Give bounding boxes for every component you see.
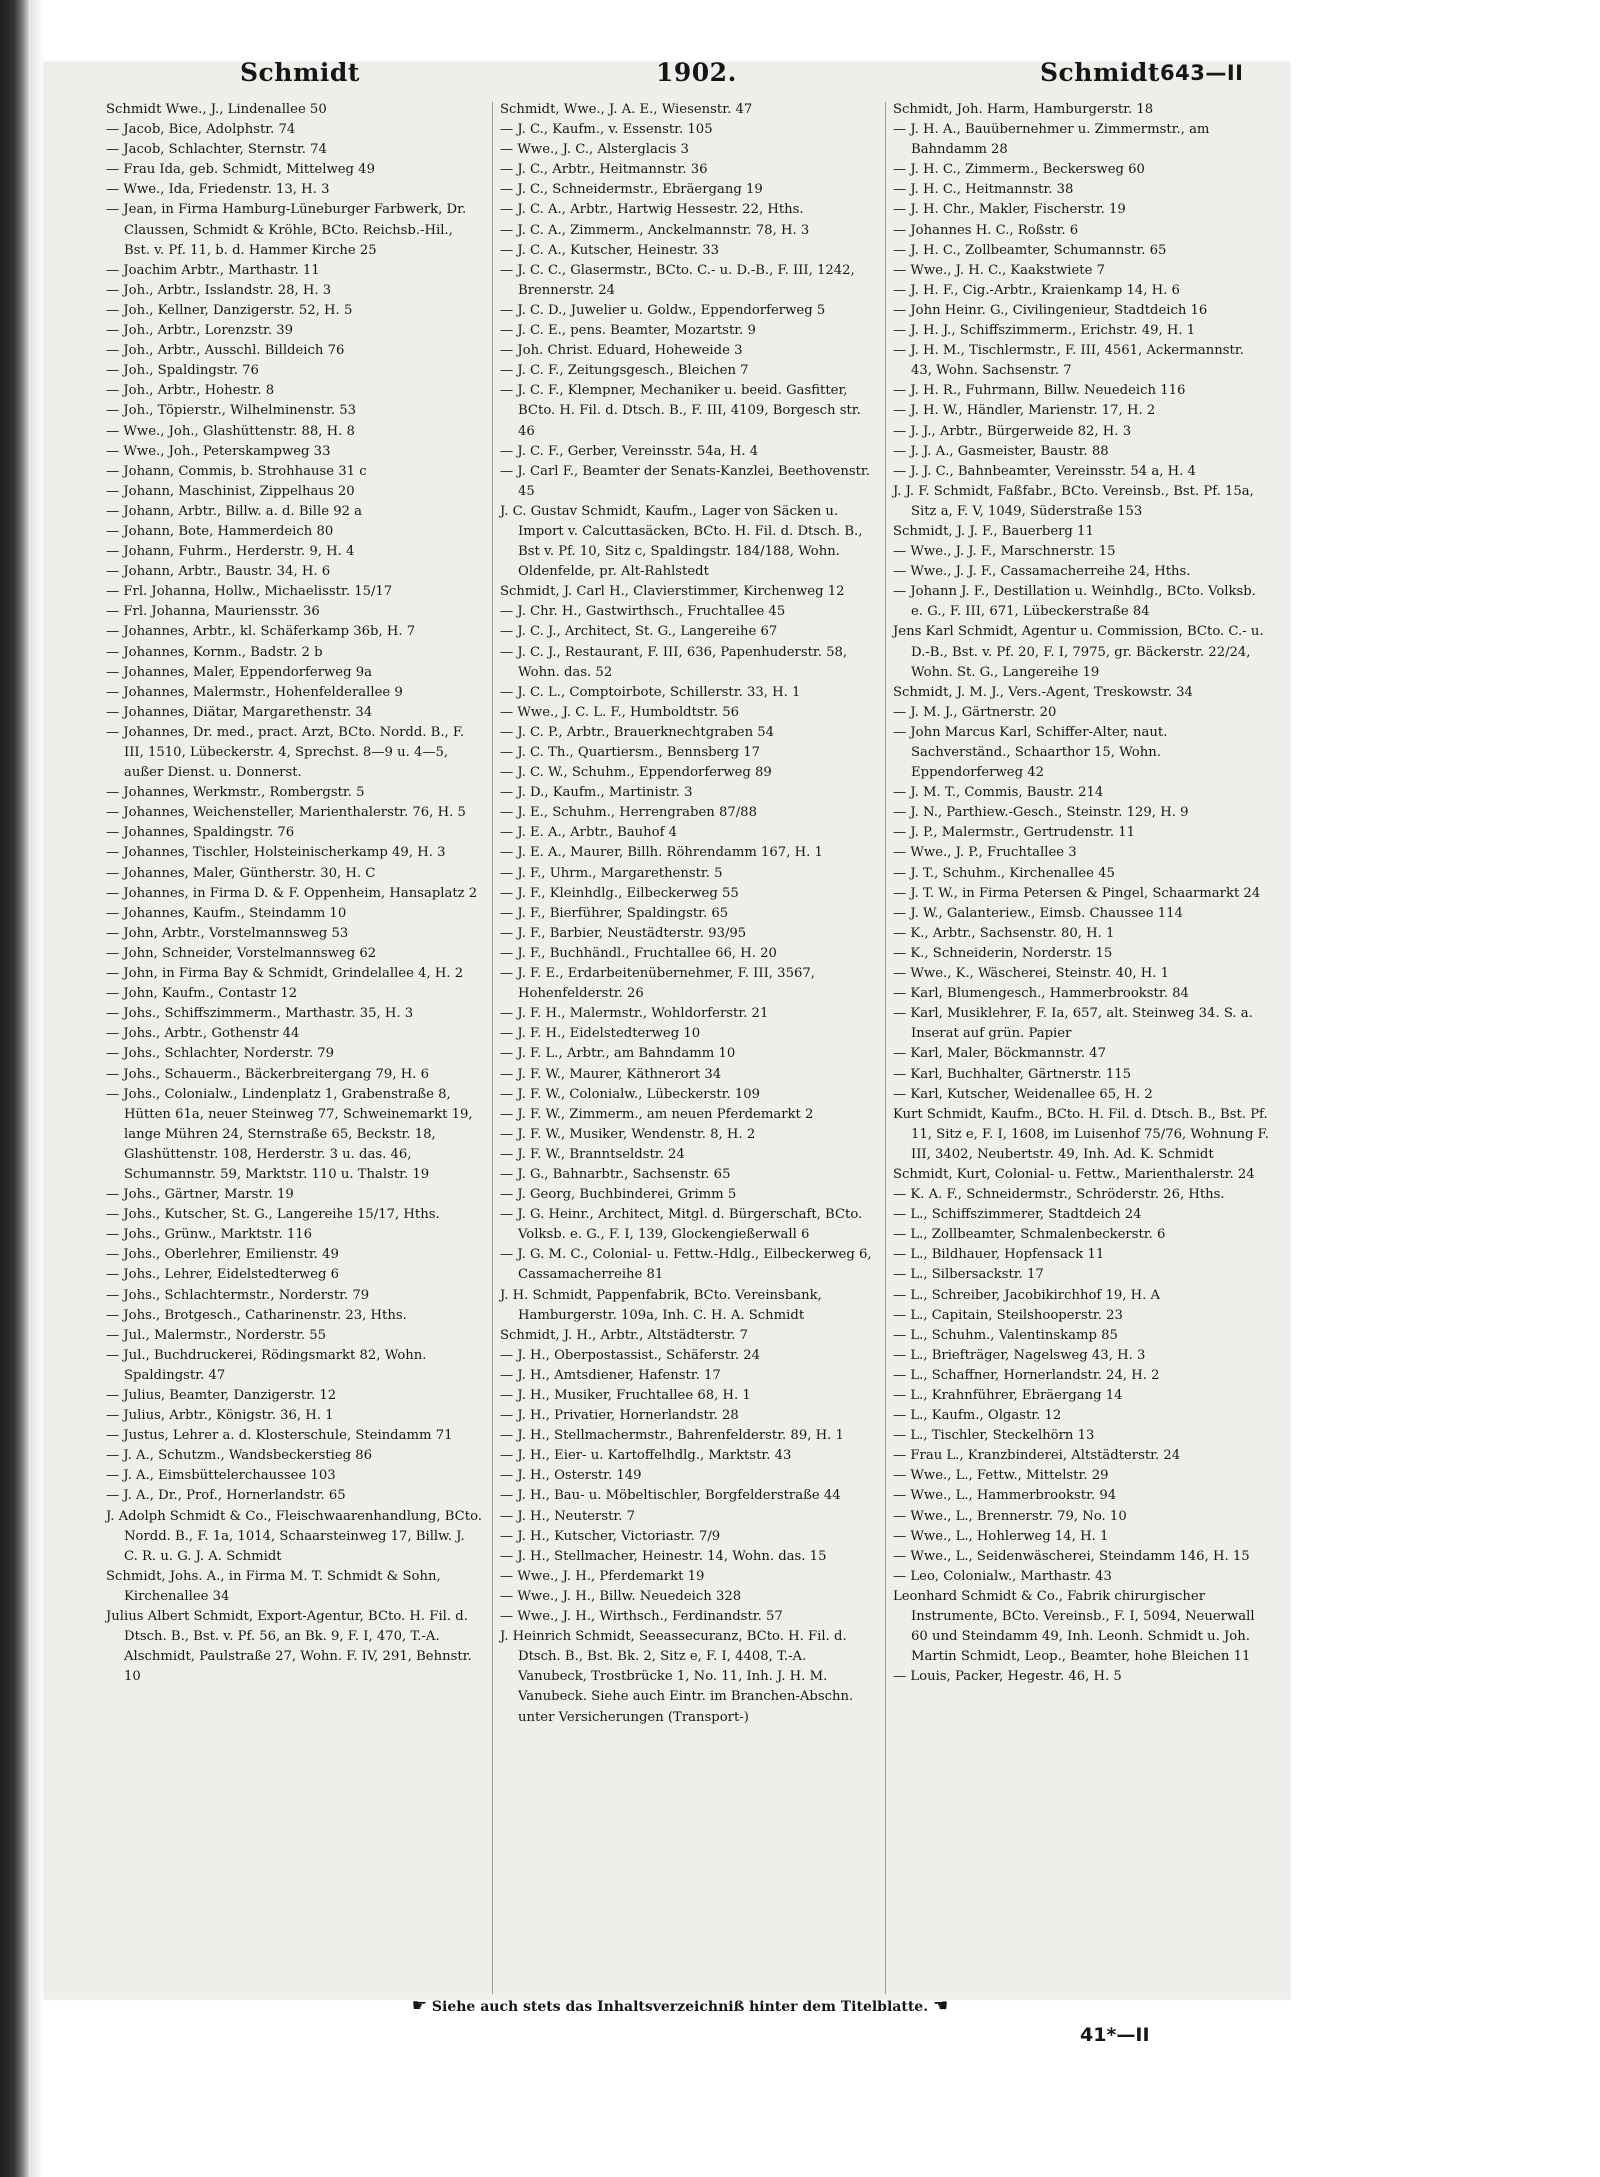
directory-entry: — J. M. J., Gärtnerstr. 20 xyxy=(893,704,1057,720)
directory-entry: — Johann, Arbtr., Billw. a. d. Bille 92 a xyxy=(106,503,363,519)
directory-entry: — J. F. W., Colonialw., Lübeckerstr. 109 xyxy=(500,1086,761,1102)
directory-column-1 xyxy=(106,100,482,1687)
directory-entry: — Johannes, Tischler, Holsteinischerkamp 49, H. 3 xyxy=(106,845,446,861)
directory-entry: — Johannes, Maler, Güntherstr. 30, H. C xyxy=(106,865,376,881)
directory-entry: — J. G. M. C., Colonial- u. Fettw.-Hdlg., Eilbeckerweg 6, Cassamacherreihe 81 xyxy=(500,1247,872,1283)
directory-entry: — Johann, Fuhrm., Herderstr. 9, H. 4 xyxy=(106,544,355,560)
directory-entry: — Johann, Maschinist, Zippelhaus 20 xyxy=(106,483,355,499)
directory-entry: — J. M. T., Commis, Baustr. 214 xyxy=(893,785,1104,801)
directory-entry: — J. G., Bahnarbtr., Sachsenstr. 65 xyxy=(500,1166,731,1182)
directory-entry: — J. H. C., Zimmerm., Beckersweg 60 xyxy=(893,162,1145,178)
directory-entry: — Wwe., J. H. C., Kaakstwiete 7 xyxy=(893,262,1105,278)
directory-entry: — Johannes, Weichensteller, Marienthalerstr. 76, H. 5 xyxy=(106,805,466,821)
directory-entry: — Johs., Schiffszimmerm., Marthastr. 35, H. 3 xyxy=(106,1006,414,1022)
directory-entry: — Johannes, Malermstr., Hohenfelderallee 9 xyxy=(106,684,403,700)
directory-entry: — Jacob, Bice, Adolphstr. 74 xyxy=(106,122,296,138)
directory-entry: — J. C. D., Juwelier u. Goldw., Eppendorferweg 5 xyxy=(500,302,826,318)
directory-entry: — Johs., Schlachtermstr., Norderstr. 79 xyxy=(106,1287,370,1303)
directory-entry: — J. C. A., Arbtr., Hartwig Hessestr. 22, Hths. xyxy=(500,202,804,218)
directory-entry: — Wwe., J. C. L. F., Humboldtstr. 56 xyxy=(500,704,739,720)
directory-entry: — Wwe., Joh., Glashüttenstr. 88, H. 8 xyxy=(106,423,355,439)
directory-entry: — J. N., Parthiew.-Gesch., Steinstr. 129, H. 9 xyxy=(893,805,1189,821)
directory-entry: — J. C., Schneidermstr., Ebräergang 19 xyxy=(500,182,763,198)
directory-entry: — L., Krahnführer, Ebräergang 14 xyxy=(893,1388,1123,1403)
directory-entry: Schmidt, Wwe., J. A. E., Wiesenstr. 47 xyxy=(500,102,753,117)
directory-entry: Leonhard Schmidt & Co., Fabrik chirurgischer Instrumente, BCto. Vereinsb., F. I, 5094, Neuerwall 60 und Steindamm 49, Inh. Leonh. Schmidt u. Joh. Martin Schmidt, Leop., Beamter, hohe Bleichen 11 xyxy=(893,1588,1255,1665)
directory-entry: — Joh., Arbtr., Lorenzstr. 39 xyxy=(106,323,294,339)
directory-entry: Schmidt, J. M. J., Vers.-Agent, Treskowstr. 34 xyxy=(893,684,1193,700)
directory-entry: — L., Kaufm., Olgastr. 12 xyxy=(893,1408,1062,1424)
directory-entry: — J. C. A., Zimmerm., Anckelmannstr. 78, H. 3 xyxy=(500,222,810,238)
header-surname-left: Schmidt xyxy=(240,58,360,87)
directory-entry: — J. H., Amtsdiener, Hafenstr. 17 xyxy=(500,1367,721,1383)
directory-entry: — J. C. J., Restaurant, F. III, 636, Papenhuderstr. 58, Wohn. das. 52 xyxy=(500,644,848,680)
directory-entry: — Karl, Kutscher, Weidenallee 65, H. 2 xyxy=(893,1086,1153,1102)
directory-entry: — John, Arbtr., Vorstelmannsweg 53 xyxy=(106,925,349,941)
directory-entry: — J. A., Schutzm., Wandsbeckerstieg 86 xyxy=(106,1448,373,1464)
directory-entry: — J. C. W., Schuhm., Eppendorferweg 89 xyxy=(500,765,772,781)
directory-entry: Jens Karl Schmidt, Agentur u. Commission, BCto. C.- u. D.-B., Bst. v. Pf. 20, F. I, 7975, gr. Bäckerstr. 22/24, Wohn. St. G., Langereihe 19 xyxy=(893,624,1264,680)
directory-entry: — L., Silbersackstr. 17 xyxy=(893,1267,1044,1283)
directory-entry: — Johann, Bote, Hammerdeich 80 xyxy=(106,523,334,539)
directory-entry: — Frl. Johanna, Mauriensstr. 36 xyxy=(106,604,320,620)
directory-entry: — J. F., Bierführer, Spaldingstr. 65 xyxy=(500,905,729,921)
directory-entry: — Wwe., L., Brennerstr. 79, No. 10 xyxy=(893,1508,1127,1524)
directory-entry: — Joh., Arbtr., Isslandstr. 28, H. 3 xyxy=(106,282,332,298)
directory-entry: — Johannes, Dr. med., pract. Arzt, BCto. Nordd. B., F. III, 1510, Lübeckerstr. 4, Sprechst. 8—9 u. 4—5, außer Dienst. u. Donnerst. xyxy=(106,724,465,781)
directory-entry: — Johann J. F., Destillation u. Weinhdlg., BCto. Volksb. e. G., F. III, 671, Lübeckerstraße 84 xyxy=(893,584,1256,620)
directory-entry: — L., Schiffszimmerer, Stadtdeich 24 xyxy=(893,1207,1142,1223)
directory-entry: — L., Capitain, Steilshooperstr. 23 xyxy=(893,1307,1123,1323)
directory-entry: — J. J., Arbtr., Bürgerweide 82, H. 3 xyxy=(893,423,1132,439)
directory-entry: J. Heinrich Schmidt, Seeassecuranz, BCto. H. Fil. d. Dtsch. B., Bst. Bk. 2, Sitz e, F. I, 4408, T.-A. Vanubeck, Trostbrücke 1, No. 11, Inh. J. H. M. Vanubeck. Siehe auch Eintr. im Branchen-Abschn. unter Versicherungen (Transport-) xyxy=(500,1629,854,1725)
directory-entry: — Karl, Maler, Böckmannstr. 47 xyxy=(893,1046,1107,1062)
directory-entry: — J. F. W., Branntseldstr. 24 xyxy=(500,1146,685,1162)
directory-entry: — Johannes H. C., Roßstr. 6 xyxy=(893,222,1079,238)
directory-entry: — L., Schuhm., Valentinskamp 85 xyxy=(893,1327,1118,1343)
directory-entry: — J. H., Stellmacher, Heinestr. 14, Wohn. das. 15 xyxy=(500,1548,827,1564)
book-binding xyxy=(0,0,30,2177)
directory-entry: — Joh., Arbtr., Ausschl. Billdeich 76 xyxy=(106,343,345,359)
directory-entry: — J. C. F., Klempner, Mechaniker u. beeid. Gasfitter, BCto. H. Fil. d. Dtsch. B., F. III, 4109, Borgesch str. 46 xyxy=(500,383,861,439)
directory-entry: — Johannes, Arbtr., kl. Schäferkamp 36b, H. 7 xyxy=(106,624,416,640)
directory-entry: — Louis, Packer, Hegestr. 46, H. 5 xyxy=(893,1669,1122,1685)
pointing-hand-right-icon: ☛ xyxy=(411,1996,428,2016)
directory-entry: — Wwe., J. J. F., Cassamacherreihe 24, Hths. xyxy=(893,564,1191,580)
directory-entry: — J. C. L., Comptoirbote, Schillerstr. 33, H. 1 xyxy=(500,684,801,700)
directory-entry: — Johannes, Werkmstr., Rombergstr. 5 xyxy=(106,785,365,801)
directory-entry: — J. C., Kaufm., v. Essenstr. 105 xyxy=(500,122,713,138)
directory-entry: — Johs., Kutscher, St. G., Langereihe 15/17, Hths. xyxy=(106,1207,440,1223)
directory-entry: — J. C. F., Zeitungsgesch., Bleichen 7 xyxy=(500,363,749,379)
directory-entry: — J. C. C., Glasermstr., BCto. C.- u. D.-B., F. III, 1242, Brennerstr. 24 xyxy=(500,262,855,298)
directory-entry: — J. C. Th., Quartiersm., Bennsberg 17 xyxy=(500,745,761,760)
footer-text: Siehe auch stets das Inhaltsverzeichniß hinter dem Titelblatte. xyxy=(431,1999,929,2015)
directory-entry: — Leo, Colonialw., Marthastr. 43 xyxy=(893,1568,1112,1584)
directory-entry: — L., Briefträger, Nagelsweg 43, H. 3 xyxy=(893,1347,1146,1363)
directory-entry: — J. C. E., pens. Beamter, Mozartstr. 9 xyxy=(500,323,756,339)
directory-entry: — Johann, Arbtr., Baustr. 34, H. 6 xyxy=(106,564,331,580)
directory-entry: — Johannes, in Firma D. & F. Oppenheim, Hansaplatz 2 xyxy=(106,885,478,901)
directory-entry: Julius Albert Schmidt, Export-Agentur, BCto. H. Fil. d. Dtsch. B., Bst. v. Pf. 56, an Bk. 9, F. I, 470, T.-A. Alschmidt, Paulstraße 27, Wohn. F. IV, 291, Behnstr. 10 xyxy=(106,1609,472,1685)
directory-entry: — J. H., Musiker, Fruchtallee 68, H. 1 xyxy=(500,1388,751,1403)
directory-entry: — K., Schneiderin, Norderstr. 15 xyxy=(893,945,1113,961)
directory-entry: — Jean, in Firma Hamburg-Lüneburger Farbwerk, Dr. Claussen, Schmidt & Kröhle, BCto. Reichsb.-Hil., Bst. v. Pf. 11, b. d. Hammer Kirche 25 xyxy=(106,202,467,258)
directory-entry: — J. F. W., Maurer, Käthnerort 34 xyxy=(500,1066,722,1082)
directory-entry: — Johannes, Maler, Eppendorferweg 9a xyxy=(106,664,372,680)
directory-entry: — J. H. J., Schiffszimmerm., Erichstr. 49, H. 1 xyxy=(893,323,1196,339)
directory-entry: — L., Schreiber, Jacobikirchhof 19, H. A xyxy=(893,1287,1161,1303)
directory-entry: — J. F., Buchhändl., Fruchtallee 66, H. 20 xyxy=(500,945,777,961)
directory-entry: — Karl, Buchhalter, Gärtnerstr. 115 xyxy=(893,1066,1132,1082)
directory-entry: J. H. Schmidt, Pappenfabrik, BCto. Vereinsbank, Hamburgerstr. 109a, Inh. C. H. A. Schmidt xyxy=(500,1287,822,1323)
directory-entry: — J. H. F., Cig.-Arbtr., Kraienkamp 14, H. 6 xyxy=(893,282,1180,298)
directory-entry: — Wwe., Ida, Friedenstr. 13, H. 3 xyxy=(106,182,330,198)
directory-entry: — J. F., Uhrm., Margarethenstr. 5 xyxy=(500,865,723,881)
directory-entry: — J. H., Privatier, Hornerlandstr. 28 xyxy=(500,1408,739,1424)
directory-entry: — J. C. P., Arbtr., Brauerknechtgraben 54 xyxy=(500,724,775,740)
directory-entry: — J. H., Osterstr. 149 xyxy=(500,1468,642,1484)
directory-entry: — Johs., Brotgesch., Catharinenstr. 23, Hths. xyxy=(106,1307,407,1323)
directory-entry: — Johs., Gärtner, Marstr. 19 xyxy=(106,1187,294,1203)
directory-entry: — J. C. J., Architect, St. G., Langereihe 67 xyxy=(500,624,778,640)
directory-entry: — Wwe., K., Wäscherei, Steinstr. 40, H. 1 xyxy=(893,966,1170,982)
directory-entry: — L., Schaffner, Hornerlandstr. 24, H. 2 xyxy=(893,1367,1160,1383)
directory-entry: Kurt Schmidt, Kaufm., BCto. H. Fil. d. Dtsch. B., Bst. Pf. 11, Sitz e, F. I, 1608, im Luisenhof 75/76, Wohnung F. III, 3402, Neubertstr. 49, Inh. Ad. K. Schmidt xyxy=(893,1106,1269,1162)
directory-entry: J. C. Gustav Schmidt, Kaufm., Lager von Säcken u. Import v. Calcuttasäcken, BCto. H. Fil. d. Dtsch. B., Bst v. Pf. 10, Sitz c, Spaldingstr. 184/188, Wohn. Oldenfelde, pr. Alt-Rahlstedt xyxy=(500,503,863,580)
header-surname-right: Schmidt xyxy=(1040,58,1160,87)
directory-entry: — J. A., Dr., Prof., Hornerlandstr. 65 xyxy=(106,1488,346,1504)
directory-entry: — Julius, Beamter, Danzigerstr. 12 xyxy=(106,1388,337,1403)
directory-entry: — J. F. E., Erdarbeitenübernehmer, F. III, 3567, Hohenfelderstr. 26 xyxy=(500,966,815,1002)
directory-entry: — Wwe., L., Fettw., Mittelstr. 29 xyxy=(893,1468,1109,1484)
directory-entry: — Frau Ida, geb. Schmidt, Mittelweg 49 xyxy=(106,162,375,178)
directory-entry: — J. T. W., in Firma Petersen & Pingel, Schaarmarkt 24 xyxy=(893,885,1261,901)
directory-entry: — L., Bildhauer, Hopfensack 11 xyxy=(893,1247,1105,1263)
directory-entry: — Johannes, Diätar, Margarethenstr. 34 xyxy=(106,704,373,720)
directory-entry: — Johann, Commis, b. Strohhause 31 c xyxy=(106,463,367,479)
directory-entry: Schmidt, J. Carl H., Clavierstimmer, Kirchenweg 12 xyxy=(500,584,845,600)
directory-entry: — J. D., Kaufm., Martinistr. 3 xyxy=(500,785,693,801)
sheet-signature: 41*—II xyxy=(1080,2024,1150,2046)
directory-entry: — J. A., Eimsbüttelerchaussee 103 xyxy=(106,1468,336,1484)
directory-entry: — Johs., Grünw., Marktstr. 116 xyxy=(106,1227,313,1243)
directory-entry: — J. H., Stellmachermstr., Bahrenfelderstr. 89, H. 1 xyxy=(500,1428,844,1444)
directory-entry: — J. H. Chr., Makler, Fischerstr. 19 xyxy=(893,202,1126,218)
directory-entry: — J. G. Heinr., Architect, Mitgl. d. Bürgerschaft, BCto. Volksb. e. G., F. I, 139, Glockengießerwall 6 xyxy=(500,1207,863,1243)
directory-entry: — John, in Firma Bay & Schmidt, Grindelallee 4, H. 2 xyxy=(106,966,464,982)
directory-entry: — Wwe., J. H., Pferdemarkt 19 xyxy=(500,1568,705,1584)
directory-entry: — Karl, Blumengesch., Hammerbrookstr. 84 xyxy=(893,986,1189,1002)
directory-entry: — J. F. W., Zimmerm., am neuen Pferdemarkt 2 xyxy=(500,1106,814,1122)
directory-entry: — J. Carl F., Beamter der Senats-Kanzlei, Beethovenstr. 45 xyxy=(500,463,870,499)
directory-entry: — J. H., Oberpostassist., Schäferstr. 24 xyxy=(500,1347,761,1363)
directory-entry: — John Heinr. G., Civilingenieur, Stadtdeich 16 xyxy=(893,302,1208,318)
directory-entry: — J. E. A., Maurer, Billh. Röhrendamm 167, H. 1 xyxy=(500,845,823,861)
directory-entry: — J. E., Schuhm., Herrengraben 87/88 xyxy=(500,805,757,821)
directory-entry: — L., Tischler, Steckelhörn 13 xyxy=(893,1428,1095,1444)
directory-entry: — Wwe., J. P., Fruchtallee 3 xyxy=(893,845,1077,861)
directory-entry: — Joh., Kellner, Danzigerstr. 52, H. 5 xyxy=(106,302,353,318)
directory-entry: — Johs., Schlachter, Norderstr. 79 xyxy=(106,1046,335,1062)
directory-entry: — J. C. A., Kutscher, Heinestr. 33 xyxy=(500,242,720,258)
directory-entry: Schmidt, J. H., Arbtr., Altstädterstr. 7 xyxy=(500,1327,748,1343)
directory-entry: — J. H. C., Zollbeamter, Schumannstr. 65 xyxy=(893,242,1167,258)
directory-entry: — J. C., Arbtr., Heitmannstr. 36 xyxy=(500,162,708,178)
directory-entry: — Frau L., Kranzbinderei, Altstädterstr. 24 xyxy=(893,1448,1181,1464)
directory-entry: — J. F. H., Malermstr., Wohldorferstr. 21 xyxy=(500,1006,769,1022)
directory-entry: — Wwe., L., Hohlerweg 14, H. 1 xyxy=(893,1528,1109,1544)
directory-entry: — J. H., Eier- u. Kartoffelhdlg., Marktstr. 43 xyxy=(500,1448,792,1464)
directory-entry: — John Marcus Karl, Schiffer-Alter, naut. Sachverständ., Schaarthor 15, Wohn. Eppendorferweg 42 xyxy=(893,724,1168,781)
gutter-shadow xyxy=(30,0,44,2177)
directory-entry: — J. H., Neuterstr. 7 xyxy=(500,1508,636,1524)
directory-column-2 xyxy=(500,100,876,1728)
directory-entry: — Johs., Oberlehrer, Emilienstr. 49 xyxy=(106,1247,339,1263)
directory-entry: — J. F., Barbier, Neustädterstr. 93/95 xyxy=(500,925,747,941)
directory-entry: — Joh., Töpierstr., Wilhelminenstr. 53 xyxy=(106,403,357,419)
directory-entry: — K., Arbtr., Sachsenstr. 80, H. 1 xyxy=(893,925,1115,941)
directory-column-3 xyxy=(893,100,1269,1687)
directory-entry: — K. A. F., Schneidermstr., Schröderstr. 26, Hths. xyxy=(893,1187,1225,1203)
directory-entry: — J. Georg, Buchbinderei, Grimm 5 xyxy=(500,1187,737,1203)
directory-entry: — Johs., Arbtr., Gothenstr 44 xyxy=(106,1026,300,1042)
directory-entry: — Johannes, Spaldingstr. 76 xyxy=(106,825,295,841)
directory-entry: — Wwe., L., Hammerbrookstr. 94 xyxy=(893,1488,1117,1504)
directory-entry: — J. H. C., Heitmannstr. 38 xyxy=(893,182,1074,198)
directory-entry: — Wwe., J. H., Billw. Neuedeich 328 xyxy=(500,1588,742,1604)
directory-entry: — Joh. Christ. Eduard, Hoheweide 3 xyxy=(500,343,743,359)
directory-entry: — Karl, Musiklehrer, F. Ia, 657, alt. Steinweg 34. S. a. Inserat auf grün. Papier xyxy=(893,1006,1253,1042)
directory-entry: — Jul., Buchdruckerei, Rödingsmarkt 82, Wohn. Spaldingstr. 47 xyxy=(106,1347,427,1383)
directory-entry: Schmidt Wwe., J., Lindenallee 50 xyxy=(106,102,327,117)
directory-entry: — Wwe., J. H., Wirthsch., Ferdinandstr. 57 xyxy=(500,1609,783,1625)
directory-entry: — John, Kaufm., Contastr 12 xyxy=(106,986,298,1002)
directory-entry: Schmidt, J. J. F., Bauerberg 11 xyxy=(893,523,1094,539)
header-year: 1902. xyxy=(656,58,737,87)
directory-entry: — J. H., Kutscher, Victoriastr. 7/9 xyxy=(500,1528,721,1544)
directory-entry: J. Adolph Schmidt & Co., Fleischwaarenhandlung, BCto. Nordd. B., F. 1a, 1014, Schaarsteinweg 17, Billw. J. C. R. u. G. J. A. Schmidt xyxy=(106,1508,482,1564)
directory-entry: Schmidt, Kurt, Colonial- u. Fettw., Marienthalerstr. 24 xyxy=(893,1166,1255,1182)
directory-entry: — Joh., Spaldingstr. 76 xyxy=(106,363,259,379)
directory-entry: — Johs., Colonialw., Lindenplatz 1, Grabenstraße 8, Hütten 61a, neuer Steinweg 77, Schweinemarkt 19, lange Mühren 24, Sternstraße 65, Beckstr. 18, Glashüttenstr. 108, Herderstr. 3 u. das. 46, Schumannstr. 59, Marktstr. 110 u. Thalstr. 19 xyxy=(106,1086,473,1182)
directory-entry: — J. J. A., Gasmeister, Baustr. 88 xyxy=(893,443,1109,459)
directory-entry: — Justus, Lehrer a. d. Klosterschule, Steindamm 71 xyxy=(106,1428,453,1444)
directory-entry: — J. F. H., Eidelstedterweg 10 xyxy=(500,1026,701,1042)
directory-entry: Schmidt, Johs. A., in Firma M. T. Schmidt & Sohn, Kirchenallee 34 xyxy=(106,1568,441,1604)
directory-entry: — Julius, Arbtr., Königstr. 36, H. 1 xyxy=(106,1408,334,1424)
directory-entry: — J. P., Malermstr., Gertrudenstr. 11 xyxy=(893,825,1136,841)
directory-entry: — J. F. L., Arbtr., am Bahndamm 10 xyxy=(500,1046,736,1062)
directory-entry: — Wwe., J. J. F., Marschnerstr. 15 xyxy=(893,544,1116,560)
directory-entry: — Joh., Arbtr., Hohestr. 8 xyxy=(106,383,275,399)
directory-entry: — J. Chr. H., Gastwirthsch., Fruchtallee 45 xyxy=(500,604,786,620)
directory-entry: J. J. F. Schmidt, Faßfabr., BCto. Vereinsb., Bst. Pf. 15a, Sitz a, F. V, 1049, Süderstraße 153 xyxy=(893,483,1254,519)
directory-entry: Schmidt, Joh. Harm, Hamburgerstr. 18 xyxy=(893,102,1154,117)
pointing-hand-left-icon: ☚ xyxy=(932,1996,949,2016)
directory-entry: — Johannes, Kornm., Badstr. 2 b xyxy=(106,644,323,660)
directory-entry: — J. H. W., Händler, Marienstr. 17, H. 2 xyxy=(893,403,1156,419)
directory-entry: — J. W., Galanteriew., Eimsb. Chaussee 114 xyxy=(893,905,1183,921)
directory-entry: — J. F. W., Musiker, Wendenstr. 8, H. 2 xyxy=(500,1126,756,1142)
directory-entry: — J. C. F., Gerber, Vereinsstr. 54a, H. 4 xyxy=(500,443,759,459)
directory-entry: — J. E. A., Arbtr., Bauhof 4 xyxy=(500,825,678,841)
directory-entry: — Jacob, Schlachter, Sternstr. 74 xyxy=(106,142,327,158)
directory-entry: — J. H., Bau- u. Möbeltischler, Borgfelderstraße 44 xyxy=(500,1488,841,1504)
directory-entry: — J. F., Kleinhdlg., Eilbeckerweg 55 xyxy=(500,885,739,901)
directory-entry: — J. H. R., Fuhrmann, Billw. Neuedeich 116 xyxy=(893,383,1186,399)
directory-entry: — J. T., Schuhm., Kirchenallee 45 xyxy=(893,865,1115,881)
directory-entry: — L., Zollbeamter, Schmalenbeckerstr. 6 xyxy=(893,1227,1166,1243)
directory-entry: — J. H. A., Bauübernehmer u. Zimmermstr., am Bahndamm 28 xyxy=(893,122,1210,158)
footer-note xyxy=(370,1996,990,2016)
directory-entry: — Wwe., Joh., Peterskampweg 33 xyxy=(106,443,331,459)
directory-entry: — Wwe., J. C., Alsterglacis 3 xyxy=(500,142,689,158)
directory-entry: — Wwe., L., Seidenwäscherei, Steindamm 146, H. 15 xyxy=(893,1548,1250,1564)
directory-entry: — Frl. Johanna, Hollw., Michaelisstr. 15/17 xyxy=(106,584,393,600)
directory-entry: — J. H. M., Tischlermstr., F. III, 4561, Ackermannstr. 43, Wohn. Sachsenstr. 7 xyxy=(893,343,1244,379)
directory-entry: — Johs., Lehrer, Eidelstedterweg 6 xyxy=(106,1267,339,1283)
directory-entry: — J. J. C., Bahnbeamter, Vereinsstr. 54 a, H. 4 xyxy=(893,463,1196,479)
directory-entry: — Johs., Schauerm., Bäckerbreitergang 79, H. 6 xyxy=(106,1066,429,1082)
page-number: 643—II xyxy=(1160,61,1244,85)
directory-entry: — John, Schneider, Vorstelmannsweg 62 xyxy=(106,945,377,961)
directory-entry: — Johannes, Kaufm., Steindamm 10 xyxy=(106,905,347,921)
directory-entry: — Joachim Arbtr., Marthastr. 11 xyxy=(106,262,320,278)
directory-entry: — Jul., Malermstr., Norderstr. 55 xyxy=(106,1327,327,1343)
